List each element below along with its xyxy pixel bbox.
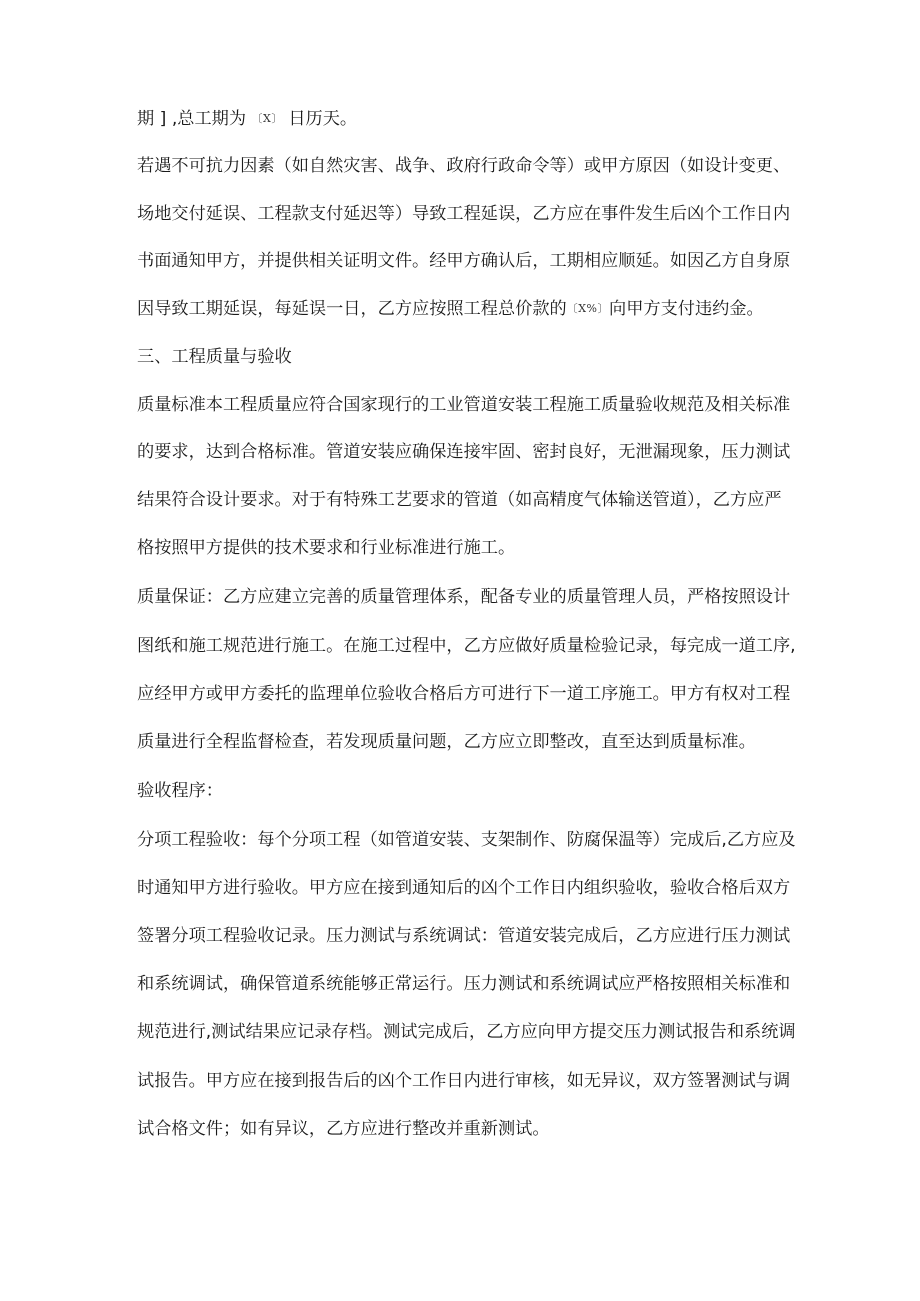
section-heading: 三、工程质量与验收: [137, 347, 292, 367]
paragraph-line: 的要求，达到合格标准。管道安装应确保连接牢固、密封良好，无泄漏现象，压力测试: [137, 442, 791, 462]
paragraph-line: 若遇不可抗力因素（如自然灾害、战争、政府行政命令等）或甲方原因（如设计变更、: [137, 156, 791, 176]
paragraph-line: 试合格文件；如有异议，乙方应进行整改并重新测试。: [137, 1119, 550, 1139]
paragraph-line: 分项工程验收：每个分项工程（如管道安装、支架制作、防腐保温等）完成后,乙方应及: [137, 830, 796, 850]
paragraph-line: 质量标准本工程质量应符合国家现行的工业管道安装工程施工质量验收规范及相关标准: [137, 395, 791, 415]
paragraph-line: 规范进行,测试结果应记录存档。测试完成后，乙方应向甲方提交压力测试报告和系统调: [137, 1022, 796, 1042]
text-run: 向甲方支付违约金。: [609, 299, 764, 319]
paragraph-line: 质量保证：乙方应建立完善的质量管理体系，配备专业的质量管理人员，严格按照设计: [137, 587, 791, 607]
text-run: 日历天。: [288, 109, 358, 129]
paragraph-line: 书面通知甲方，并提供相关证明文件。经甲方确认后，工期相应顺延。如因乙方自身原: [137, 251, 791, 271]
paragraph-line: 结果符合设计要求。对于有特殊工艺要求的管道（如高精度气体输送管道），乙方应严: [137, 490, 782, 510]
paragraph-line: 签署分项工程验收记录。压力测试与系统调试：管道安装完成后，乙方应进行压力测试: [137, 926, 791, 946]
text-run: 期 ] ,总工期为: [137, 109, 247, 129]
placeholder-field: 〔X%〕: [566, 302, 609, 315]
placeholder-field: 〔X〕: [251, 112, 283, 125]
paragraph-line: 场地交付延误、工程款支付延迟等）导致工程延误，乙方应在事件发生后凶个工作日内: [137, 204, 791, 224]
paragraph-line: 应经甲方或甲方委托的监理单位验收合格后方可进行下一道工序施工。甲方有权对工程: [137, 684, 791, 704]
paragraph-line: [137, 296, 797, 322]
paragraph-line: 格按照甲方提供的技术要求和行业标准进行施工。: [137, 538, 516, 558]
paragraph-line: 验收程序：: [137, 781, 223, 801]
paragraph-line: 质量进行全程监督检查，若发现质量问题，乙方应立即整改，直至达到质量标准。: [137, 732, 756, 752]
paragraph-line: 图纸和施工规范进行施工。在施工过程中，乙方应做好质量检验记录，每完成一道工序,: [137, 636, 796, 656]
text-run: 因导致工期延误，每延误一日，乙方应按照工程总价款的: [137, 299, 567, 319]
paragraph-line: 时通知甲方进行验收。甲方应在接到通知后的凶个工作日内组织验收，验收合格后双方: [137, 878, 791, 898]
paragraph-line: [137, 106, 797, 132]
paragraph-line: 试报告。甲方应在接到报告后的凶个工作日内进行审核，如无异议，双方签署测试与调: [137, 1071, 791, 1091]
paragraph-line: 和系统调试，确保管道系统能够正常运行。压力测试和系统调试应严格按照相关标准和: [137, 974, 791, 994]
